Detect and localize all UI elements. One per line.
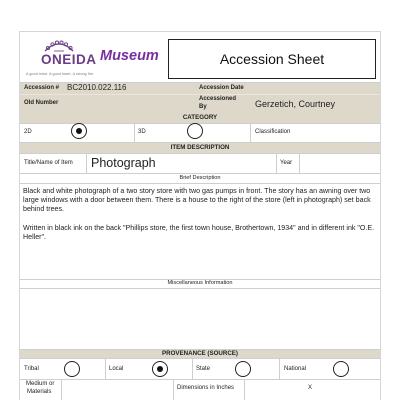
provenance-state-label: State <box>196 366 211 372</box>
provenance-heading: PROVENANCE (SOURCE) <box>162 350 238 357</box>
category-2d-label: 2D <box>24 129 32 135</box>
divider <box>244 379 245 400</box>
dimensions-label: Dimensions in Inches <box>177 385 235 391</box>
dimensions-x-separator: X <box>308 385 313 391</box>
accession-number-value[interactable]: BC2010.022.116 <box>67 83 127 92</box>
provenance-national-label: National <box>284 366 307 372</box>
medium-label-2: Materials <box>27 389 52 395</box>
page-title: Accession Sheet <box>168 39 376 79</box>
divider <box>173 379 174 400</box>
divider <box>105 358 106 379</box>
divider <box>279 358 280 379</box>
category-heading: CATEGORY <box>182 114 218 121</box>
divider <box>20 288 380 289</box>
logo-wordmark: ONEIDA <box>41 52 97 67</box>
logo-tagline: A good mind. A good heart. A strong fire. <box>26 72 95 76</box>
description-paragraph-2: Written in black ink on the back "Phillips store, the first town house, Brothertown, 1934" and in different ink "O.E. Heller". <box>23 223 375 241</box>
description-paragraph-1: Black and white photograph of a two story store with two gas pumps in front. The story has an awning over two large windows with a door between them. There is a house to the right of the store (left in photograph) set back behind trees. <box>23 187 371 214</box>
classification-label: Classification <box>255 129 291 135</box>
divider <box>20 379 380 380</box>
provenance-local-label: Local <box>109 366 124 372</box>
accession-sheet <box>19 31 381 400</box>
accessioned-by-value[interactable]: Gerzetich, Courtney <box>255 99 336 109</box>
category-3d-label: 3D <box>138 129 146 135</box>
accessioned-by-label: Accessioned <box>199 96 237 102</box>
divider <box>20 153 380 154</box>
provenance-local-radio[interactable] <box>152 361 168 377</box>
divider <box>20 183 380 184</box>
year-label: Year <box>280 160 293 166</box>
provenance-tribal-label: Tribal <box>24 366 39 372</box>
provenance-tribal-radio[interactable] <box>64 361 80 377</box>
divider <box>61 379 62 400</box>
brief-description-text[interactable] <box>23 187 379 251</box>
divider <box>86 153 87 173</box>
old-number-label: Old Number <box>24 100 59 106</box>
divider <box>192 358 193 379</box>
logo-block <box>20 32 186 82</box>
accession-date-label: Accession Date <box>199 85 244 91</box>
oneida-logo-icon <box>42 39 76 53</box>
category-2d-radio[interactable] <box>71 123 87 139</box>
title-name-value[interactable]: Photograph <box>91 156 156 170</box>
museum-label: Museum <box>100 48 159 64</box>
provenance-state-radio[interactable] <box>235 361 251 377</box>
category-3d-radio[interactable] <box>187 123 203 139</box>
divider <box>299 153 300 173</box>
medium-label: Medium or <box>26 381 55 387</box>
provenance-national-radio[interactable] <box>333 361 349 377</box>
divider <box>20 358 380 359</box>
accessioned-by-label-2: By <box>199 104 207 110</box>
item-description-heading: ITEM DESCRIPTION <box>170 144 230 151</box>
divider <box>134 123 135 142</box>
accession-number-label: Accession # <box>24 85 60 91</box>
divider <box>276 153 277 173</box>
brief-description-label: Brief Description <box>179 175 221 181</box>
misc-information-label: Miscellaneous Information <box>167 280 233 286</box>
divider <box>20 94 380 95</box>
title-name-label: Title/Name of Item <box>24 160 73 166</box>
divider <box>20 173 380 174</box>
divider <box>250 123 251 142</box>
